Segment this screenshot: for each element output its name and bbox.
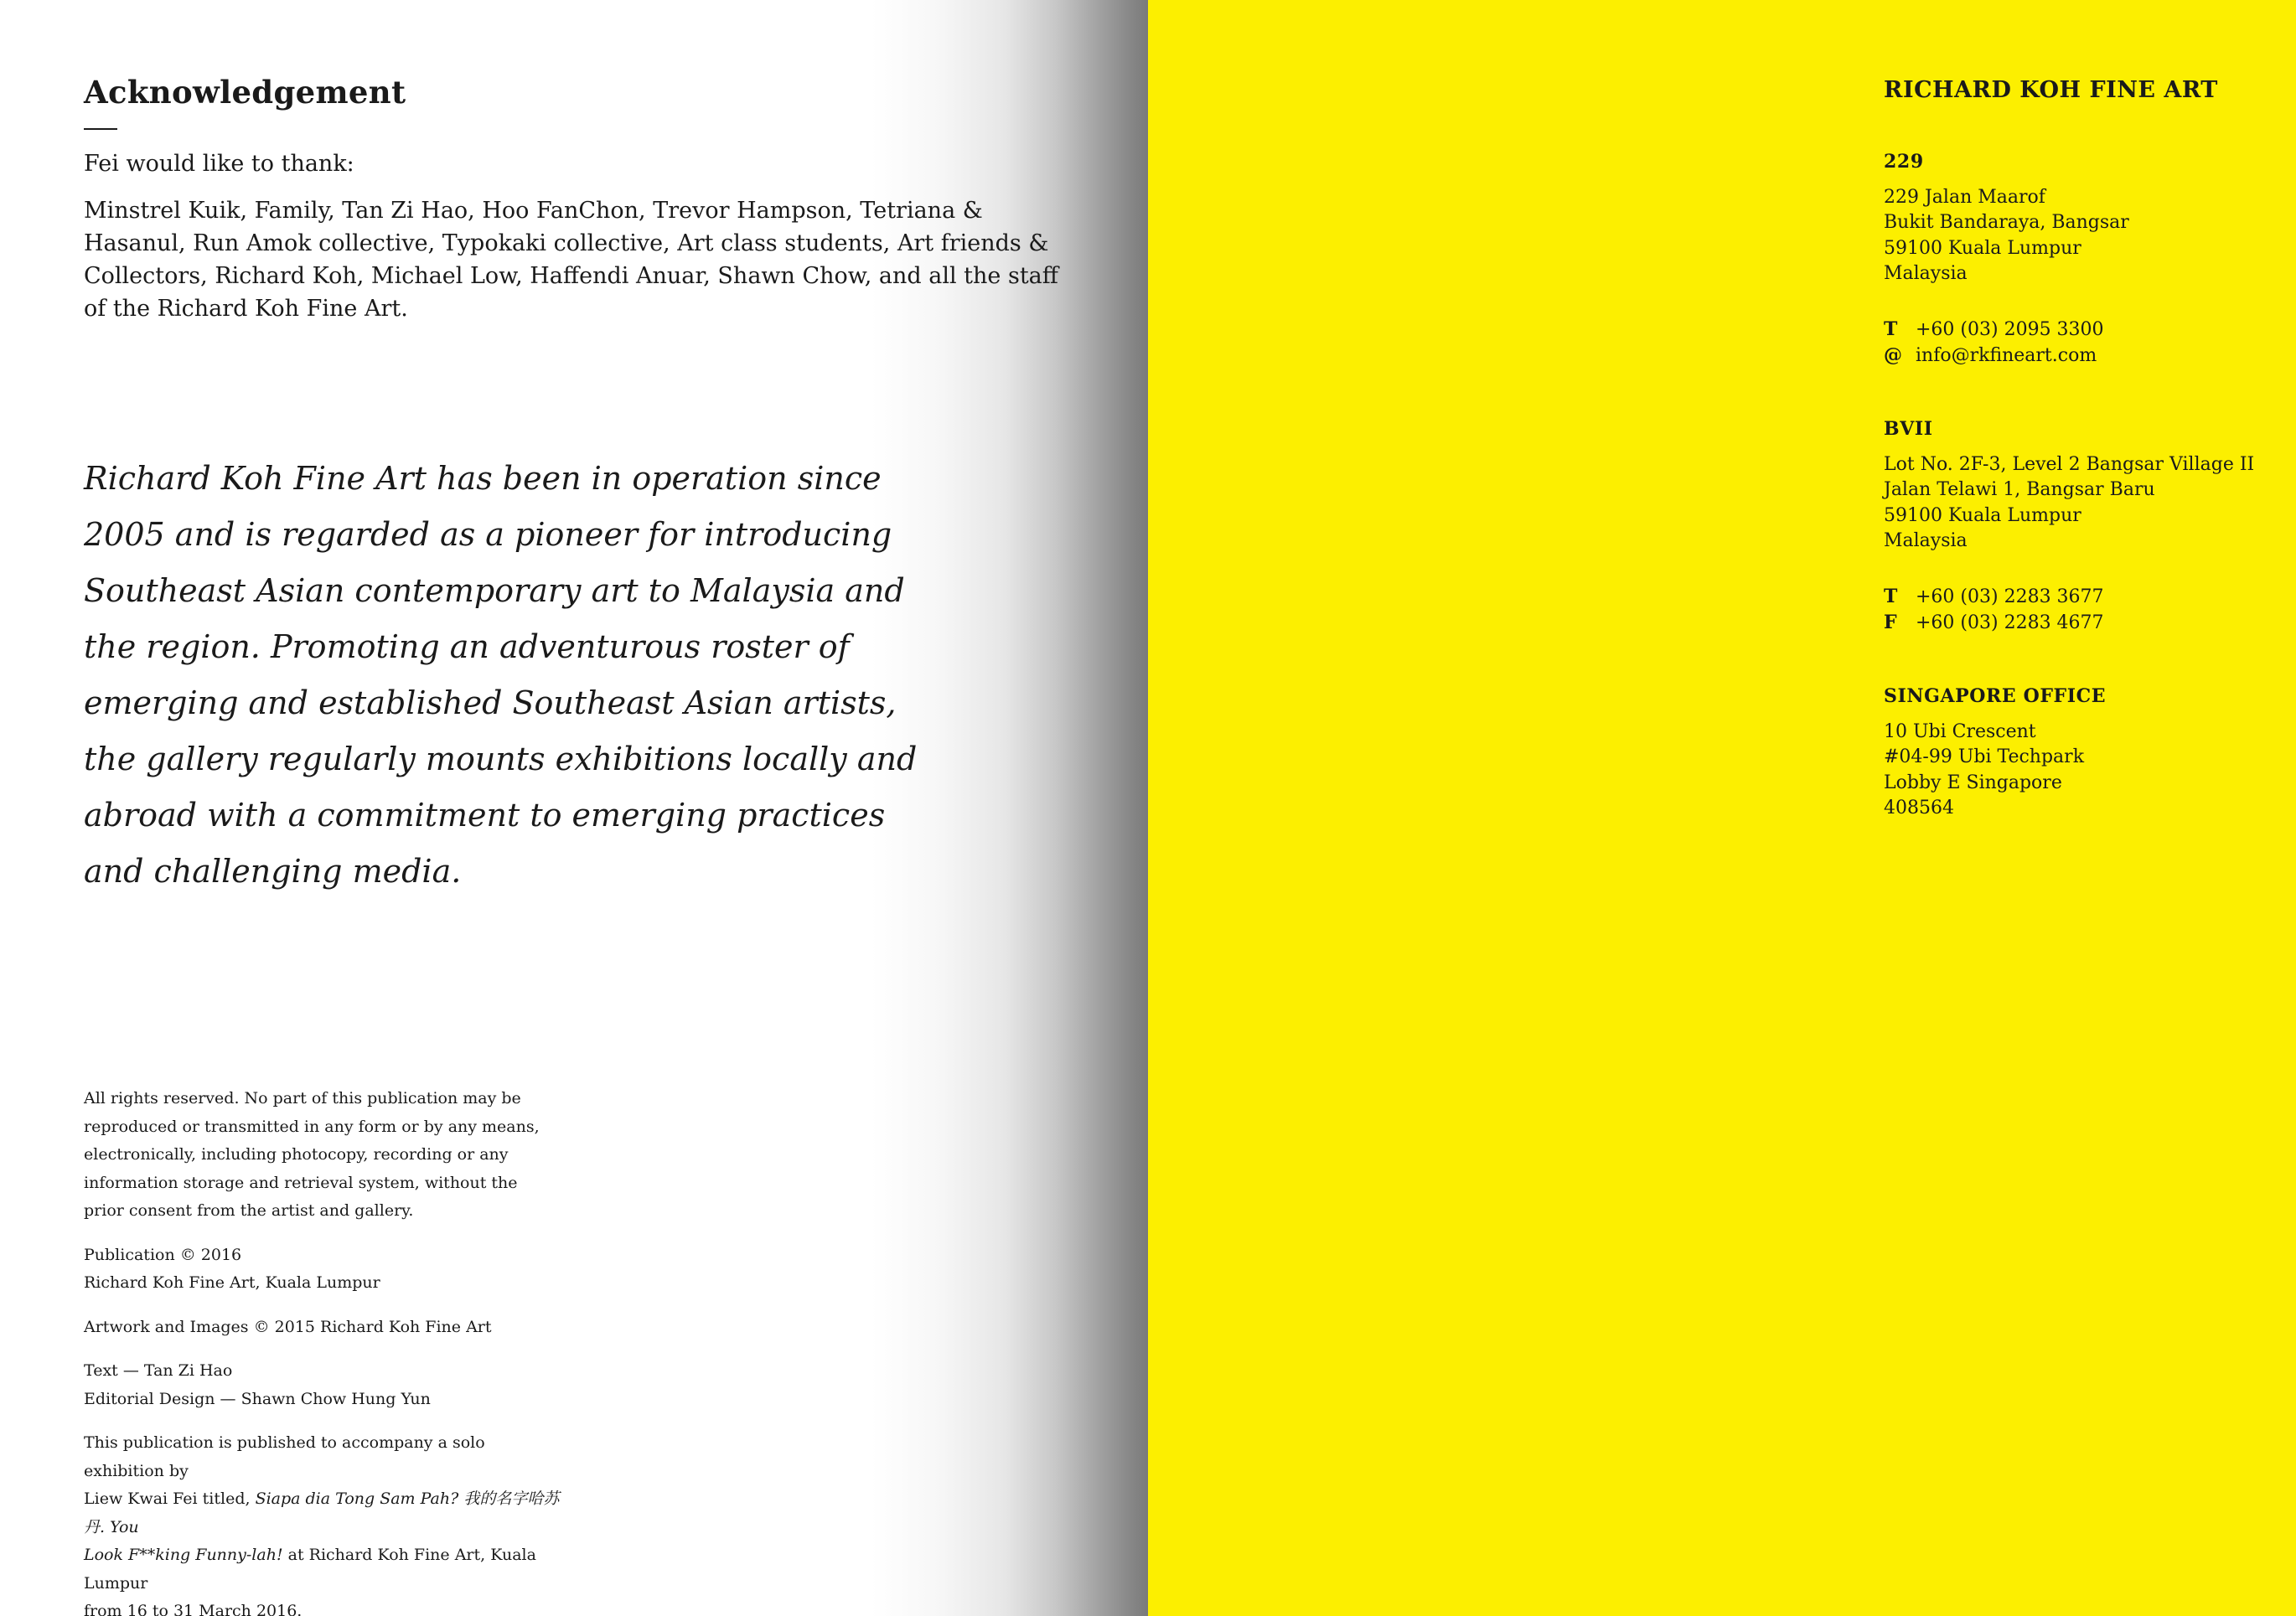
contact-list bbox=[1884, 584, 2269, 637]
credit-line: Editorial Design — Shawn Chow Hung Yun bbox=[84, 1389, 431, 1408]
phone-number[interactable]: +60 (03) 2095 3300 bbox=[1916, 318, 2104, 340]
colophon bbox=[84, 1085, 570, 1616]
location-heading: BVII bbox=[1884, 418, 1933, 440]
credits bbox=[84, 1357, 570, 1413]
artwork-line: Artwork and Images © 2015 Richard Koh Fine Art bbox=[84, 1317, 492, 1336]
publication-notice bbox=[84, 1242, 570, 1298]
address-line: Bukit Bandaraya, Bangsar bbox=[1884, 212, 2129, 233]
exhibition-note bbox=[84, 1429, 570, 1616]
location-heading: 229 bbox=[1884, 151, 1924, 173]
fax-label: F bbox=[1884, 612, 1897, 633]
address-line: Malaysia bbox=[1884, 530, 1968, 551]
phone-number[interactable]: +60 (03) 2283 3677 bbox=[1916, 586, 2104, 607]
rights-notice bbox=[84, 1085, 570, 1226]
title-underline-rule bbox=[84, 128, 117, 130]
acknowledgement-title: Acknowledgement bbox=[84, 74, 406, 111]
publication-line: Publication © 2016 bbox=[84, 1245, 242, 1264]
exhibition-title-part2: Look F**king Funny-lah! bbox=[84, 1546, 283, 1564]
gallery-name: RICHARD KOH FINE ART bbox=[1884, 77, 2218, 103]
acknowledgement-names: Minstrel Kuik, Family, Tan Zi Hao, Hoo FanChon, Trevor Hampson, Tetriana & Hasanul, Run Amok collective, Typokaki collective, Art class students, Art friends & Collectors, Richard Koh, Michael Low, Haffendi Anuar, Shawn Chow, and all the staff of the Richard Koh Fine Art. bbox=[84, 198, 1058, 322]
rights-line: electronically, including photocopy, recording or any bbox=[84, 1145, 509, 1164]
artwork-notice bbox=[84, 1314, 570, 1342]
rights-line: All rights reserved. No part of this publication may be bbox=[84, 1089, 521, 1107]
contact-list bbox=[1884, 317, 2269, 369]
exhibition-line: This publication is published to accompany a solo exhibition by bbox=[84, 1433, 485, 1480]
exhibition-venue: at Richard Koh Fine Art, Kuala Lumpur bbox=[84, 1546, 536, 1593]
publication-line: Richard Koh Fine Art, Kuala Lumpur bbox=[84, 1273, 380, 1292]
phone-row bbox=[1884, 584, 2269, 611]
phone-row bbox=[1884, 317, 2269, 343]
right-page bbox=[1148, 0, 2296, 1616]
exhibition-artist-prefix: Liew Kwai Fei titled, bbox=[84, 1490, 256, 1508]
credit-line: Text — Tan Zi Hao bbox=[84, 1361, 233, 1380]
address-line: Lobby E Singapore bbox=[1884, 772, 2062, 793]
gallery-statement: Richard Koh Fine Art has been in operation since 2005 and is regarded as a pioneer for introducing Southeast Asian contemporary art to Malaysia and the region. Promoting an adventurous roster of emerging and established Southeast Asian artists, the gallery regularly mounts exhibitions locally and abroad with a commitment to emerging practices and challenging media. bbox=[84, 460, 918, 890]
address-line: 59100 Kuala Lumpur bbox=[1884, 237, 2081, 259]
fax-row bbox=[1884, 610, 2269, 637]
email-row bbox=[1884, 343, 2269, 369]
exhibition-title-part1: Siapa dia Tong Sam Pah? 我的名字哈苏丹. You bbox=[84, 1490, 560, 1536]
rights-line: information storage and retrieval system, without the bbox=[84, 1173, 518, 1192]
address-line: Jalan Telawi 1, Bangsar Baru bbox=[1884, 479, 2155, 500]
email-address[interactable]: info@rkfineart.com bbox=[1916, 345, 2097, 366]
address-line: Lot No. 2F-3, Level 2 Bangsar Village II bbox=[1884, 453, 2255, 475]
location-heading: SINGAPORE OFFICE bbox=[1884, 685, 2107, 707]
address-line: Malaysia bbox=[1884, 263, 1968, 284]
rights-line: prior consent from the artist and gallery. bbox=[84, 1201, 414, 1220]
address-line: 59100 Kuala Lumpur bbox=[1884, 504, 2081, 526]
phone-label: T bbox=[1884, 318, 1898, 340]
rights-line: reproduced or transmitted in any form or by any means, bbox=[84, 1117, 540, 1136]
address-line: 10 Ubi Crescent bbox=[1884, 720, 2036, 742]
location-229 bbox=[1884, 149, 2269, 369]
exhibition-line bbox=[84, 1485, 570, 1541]
address-line: 229 Jalan Maarof bbox=[1884, 186, 2045, 208]
location-singapore-office bbox=[1884, 684, 2269, 822]
fax-number: +60 (03) 2283 4677 bbox=[1916, 612, 2104, 633]
exhibition-line: from 16 to 31 March 2016. bbox=[84, 1602, 303, 1616]
address-line: #04-99 Ubi Techpark bbox=[1884, 746, 2085, 767]
location-bvii bbox=[1884, 416, 2269, 637]
email-label: @ bbox=[1884, 344, 1902, 366]
address-line: 408564 bbox=[1884, 798, 1954, 818]
phone-label: T bbox=[1884, 585, 1898, 607]
acknowledgement-intro: Fei would like to thank: bbox=[84, 151, 354, 177]
exhibition-line bbox=[84, 1541, 570, 1598]
